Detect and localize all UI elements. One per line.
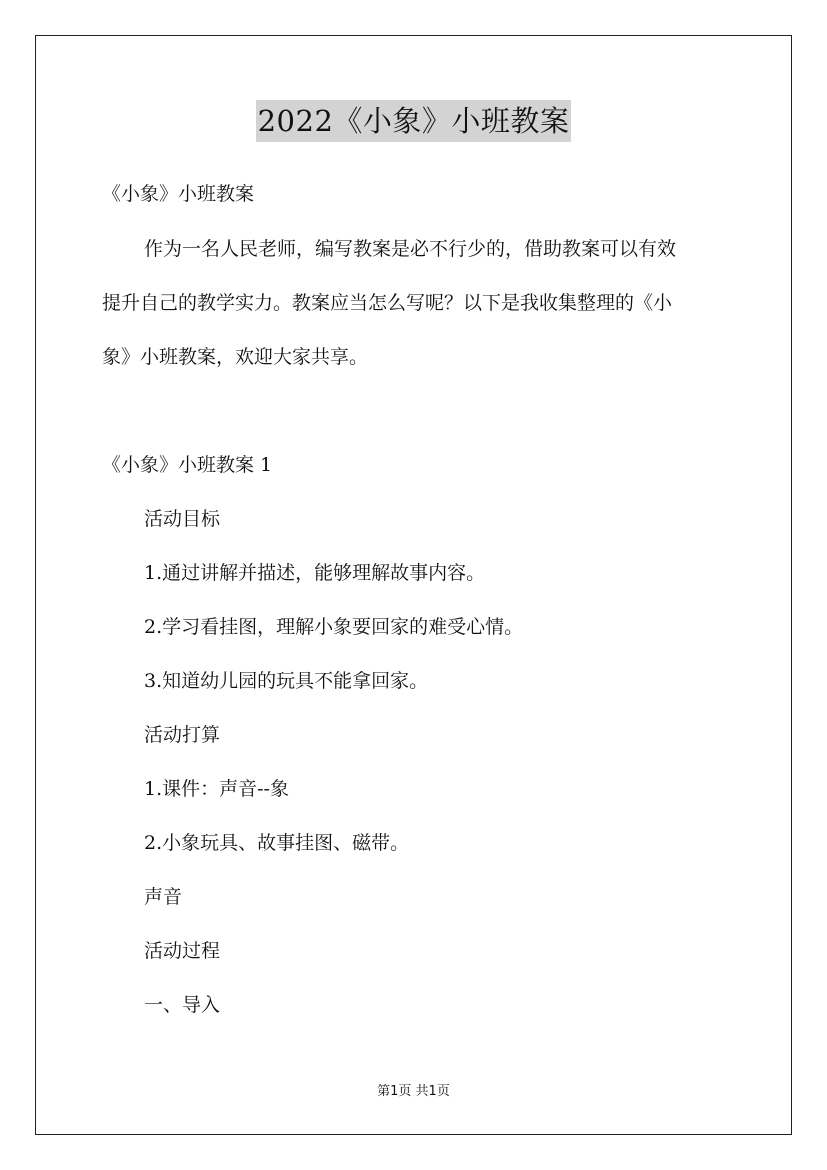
- section-heading: 《小象》小班教案 1: [102, 454, 273, 476]
- intro-line-2: 提升自己的教学实力。教案应当怎么写呢？以下是我收集整理的《小: [102, 292, 673, 314]
- document-title: 2022《小象》小班教案: [256, 100, 572, 142]
- intro-line-1: 作为一名人民老师，编写教案是必不行少的，借助教案可以有效: [144, 238, 677, 260]
- page-footer: 第1页 共1页: [377, 1084, 450, 1099]
- goals-heading: 活动目标: [144, 508, 221, 530]
- sound-label: 声音: [144, 886, 183, 908]
- process-heading: 活动过程: [144, 940, 221, 962]
- subtitle: 《小象》小班教案: [102, 183, 255, 205]
- intro-line-3: 象》小班教案，欢迎大家共享。: [102, 346, 369, 368]
- prep-heading: 活动打算: [144, 724, 221, 746]
- prep-item-2: 2.小象玩具、故事挂图、磁带。: [144, 832, 410, 854]
- process-step-1: 一、导入: [144, 994, 221, 1016]
- prep-item-1: 1.课件：声音--象: [144, 778, 289, 800]
- title-wrapper: [0, 100, 827, 142]
- goal-item-2: 2.学习看挂图，理解小象要回家的难受心情。: [144, 616, 524, 638]
- goal-item-1: 1.通过讲解并描述，能够理解故事内容。: [144, 562, 486, 584]
- goal-item-3: 3.知道幼儿园的玩具不能拿回家。: [144, 670, 429, 692]
